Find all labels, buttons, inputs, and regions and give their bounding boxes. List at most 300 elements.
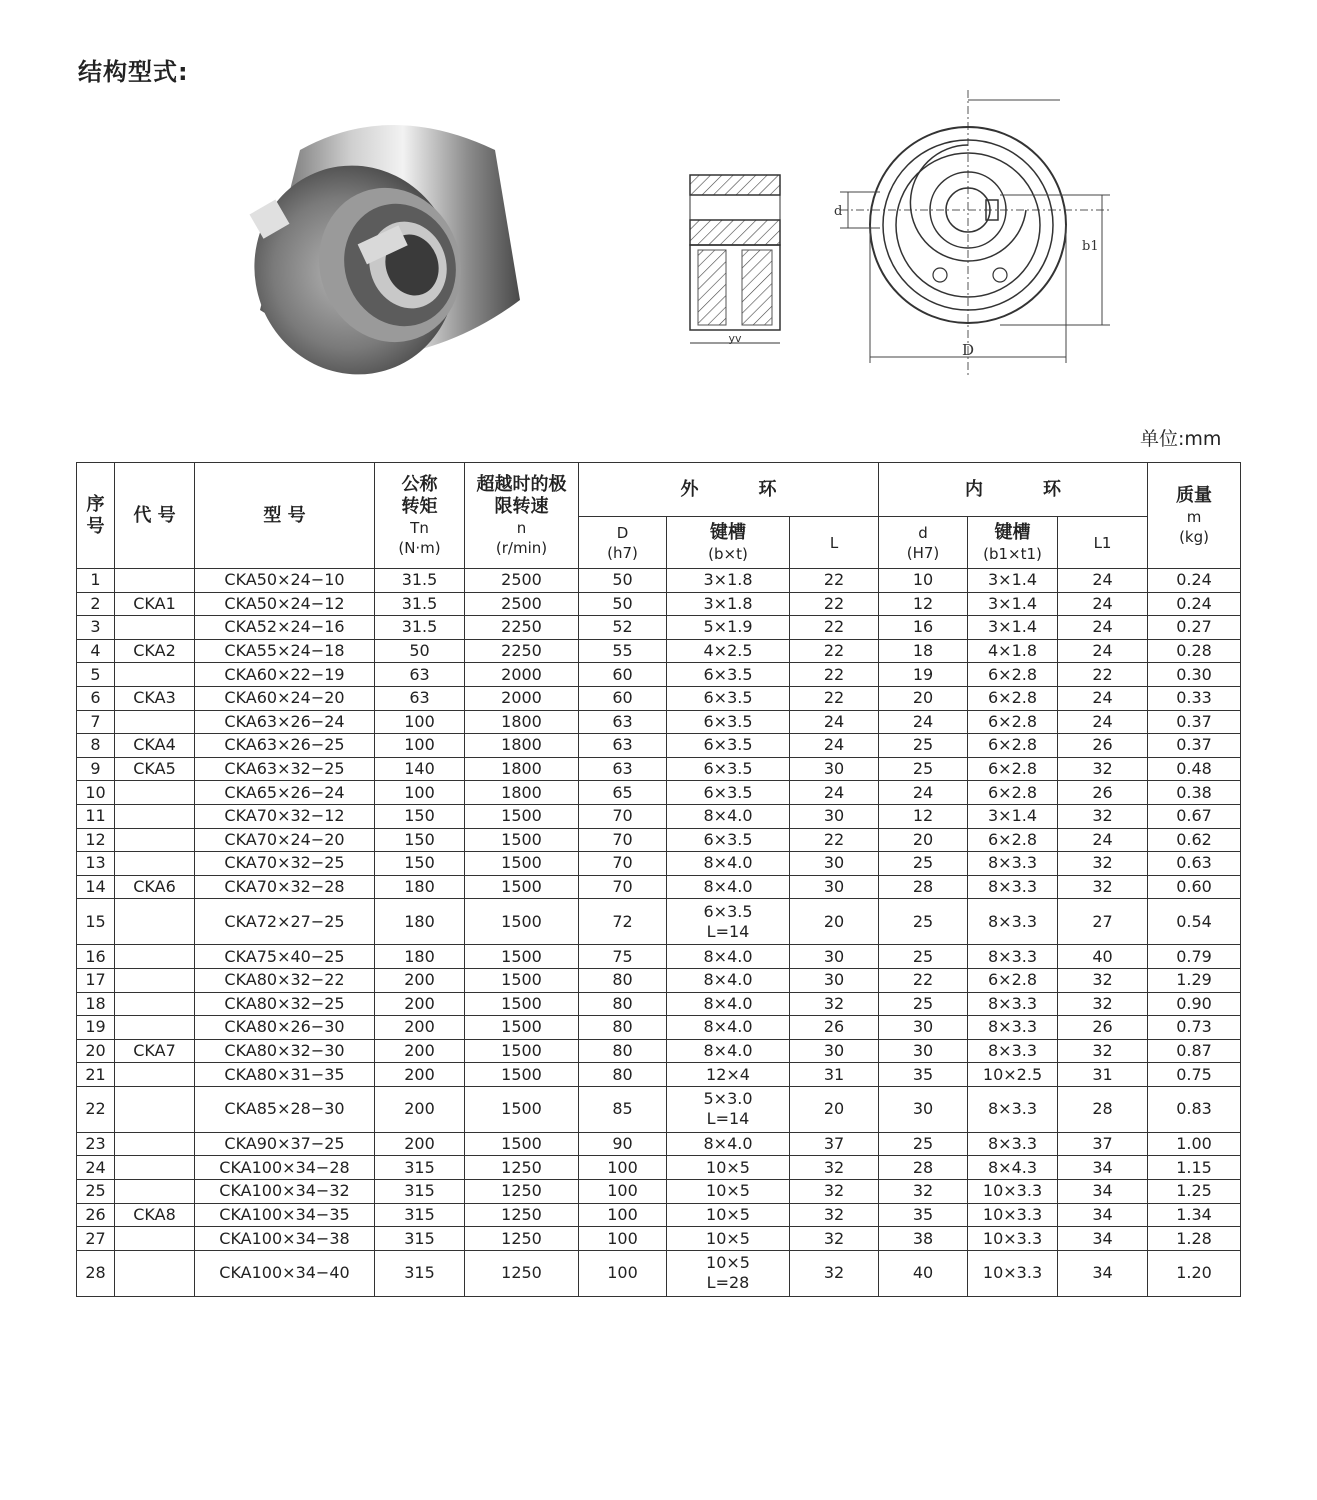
header-d: d (H7) [879, 517, 968, 569]
cell-torque: 200 [375, 1039, 465, 1063]
cell-speed: 1500 [465, 828, 579, 852]
cell-speed: 1500 [465, 875, 579, 899]
table-row [77, 663, 1241, 687]
cell-outer-diameter: 100 [579, 1156, 667, 1180]
header-L: L [790, 517, 879, 569]
cell-seq: 13 [77, 852, 115, 876]
cell-model: CKA65×26−24 [195, 781, 375, 805]
cell-inner-key: 3×1.4 [968, 592, 1058, 616]
cell-mass: 0.90 [1148, 992, 1241, 1016]
cell-outer-key: 8×4.0 [667, 992, 790, 1016]
cell-inner-key: 6×2.8 [968, 828, 1058, 852]
cell-speed: 1250 [465, 1180, 579, 1204]
cell-speed: 2500 [465, 592, 579, 616]
cell-model: CKA70×32−28 [195, 875, 375, 899]
cell-outer-diameter: 70 [579, 804, 667, 828]
table-row [77, 710, 1241, 734]
header-L1: L1 [1058, 517, 1148, 569]
cell-code [115, 710, 195, 734]
cell-outer-diameter: 90 [579, 1132, 667, 1156]
cell-model: CKA70×32−12 [195, 804, 375, 828]
table-row [77, 992, 1241, 1016]
cell-mass: 1.28 [1148, 1227, 1241, 1251]
cell-L1: 24 [1058, 686, 1148, 710]
cell-outer-diameter: 72 [579, 899, 667, 945]
cell-code [115, 992, 195, 1016]
cell-model: CKA60×24−20 [195, 686, 375, 710]
cell-inner-key: 3×1.4 [968, 616, 1058, 640]
cell-mass: 0.33 [1148, 686, 1241, 710]
cell-speed: 1800 [465, 757, 579, 781]
cell-torque: 100 [375, 710, 465, 734]
cell-inner-key: 8×3.3 [968, 852, 1058, 876]
cell-L: 30 [790, 804, 879, 828]
cell-inner-diameter: 30 [879, 1016, 968, 1040]
cell-model: CKA85×28−30 [195, 1086, 375, 1132]
cell-L1: 22 [1058, 663, 1148, 687]
cell-mass: 1.00 [1148, 1132, 1241, 1156]
table-row [77, 875, 1241, 899]
cell-model: CKA100×34−40 [195, 1250, 375, 1296]
cell-outer-key: 6×3.5 [667, 710, 790, 734]
cell-seq: 18 [77, 992, 115, 1016]
cell-inner-key: 6×2.8 [968, 710, 1058, 734]
cell-outer-diameter: 65 [579, 781, 667, 805]
cell-torque: 180 [375, 945, 465, 969]
cell-torque: 31.5 [375, 616, 465, 640]
cell-mass: 0.87 [1148, 1039, 1241, 1063]
cell-inner-key: 8×4.3 [968, 1156, 1058, 1180]
cell-torque: 200 [375, 968, 465, 992]
cell-code [115, 945, 195, 969]
cell-outer-diameter: 60 [579, 663, 667, 687]
cell-code: CKA7 [115, 1039, 195, 1063]
cell-seq: 1 [77, 569, 115, 593]
cell-L: 30 [790, 875, 879, 899]
cell-model: CKA100×34−35 [195, 1203, 375, 1227]
cell-outer-diameter: 50 [579, 592, 667, 616]
header-model: 型 号 [195, 463, 375, 569]
cell-L1: 24 [1058, 592, 1148, 616]
cell-outer-diameter: 60 [579, 686, 667, 710]
cell-inner-key: 8×3.3 [968, 899, 1058, 945]
cell-L1: 26 [1058, 781, 1148, 805]
table-row [77, 616, 1241, 640]
cell-speed: 1250 [465, 1227, 579, 1251]
cell-mass: 0.60 [1148, 875, 1241, 899]
cell-inner-key: 8×3.3 [968, 945, 1058, 969]
cell-mass: 1.29 [1148, 968, 1241, 992]
cell-L1: 31 [1058, 1063, 1148, 1087]
cell-L1: 27 [1058, 899, 1148, 945]
cell-seq: 10 [77, 781, 115, 805]
cell-inner-key: 6×2.8 [968, 686, 1058, 710]
cell-L: 37 [790, 1132, 879, 1156]
cell-outer-diameter: 80 [579, 1039, 667, 1063]
cell-inner-key: 10×2.5 [968, 1063, 1058, 1087]
cell-L: 22 [790, 663, 879, 687]
table-row [77, 1063, 1241, 1087]
cell-speed: 1500 [465, 804, 579, 828]
cell-inner-key: 8×3.3 [968, 1016, 1058, 1040]
cell-inner-diameter: 40 [879, 1250, 968, 1296]
table-row [77, 804, 1241, 828]
section-title: 结构型式: [78, 58, 189, 86]
cell-outer-diameter: 75 [579, 945, 667, 969]
cell-inner-key: 4×1.8 [968, 639, 1058, 663]
cell-code: CKA3 [115, 686, 195, 710]
cell-mass: 0.28 [1148, 639, 1241, 663]
cell-torque: 150 [375, 828, 465, 852]
cell-mass: 0.79 [1148, 945, 1241, 969]
cell-speed: 1500 [465, 1016, 579, 1040]
cell-model: CKA80×32−25 [195, 992, 375, 1016]
cell-speed: 1800 [465, 734, 579, 758]
cell-speed: 1800 [465, 781, 579, 805]
cell-seq: 23 [77, 1132, 115, 1156]
cell-model: CKA63×26−25 [195, 734, 375, 758]
cell-code: CKA8 [115, 1203, 195, 1227]
cell-outer-key: 3×1.8 [667, 592, 790, 616]
front-view-drawing [820, 85, 1120, 385]
cell-inner-key: 6×2.8 [968, 663, 1058, 687]
cell-outer-key: 6×3.5 [667, 828, 790, 852]
cell-inner-diameter: 24 [879, 710, 968, 734]
cell-mass: 0.24 [1148, 592, 1241, 616]
cross-section-drawing [680, 160, 790, 360]
cell-L1: 32 [1058, 757, 1148, 781]
cell-L: 22 [790, 686, 879, 710]
cell-torque: 200 [375, 992, 465, 1016]
cell-outer-key: 5×1.9 [667, 616, 790, 640]
cell-inner-key: 3×1.4 [968, 804, 1058, 828]
cell-code [115, 852, 195, 876]
cell-outer-key: 10×5 L=28 [667, 1250, 790, 1296]
table-row [77, 828, 1241, 852]
cell-speed: 1500 [465, 1086, 579, 1132]
cell-seq: 14 [77, 875, 115, 899]
cell-inner-diameter: 25 [879, 899, 968, 945]
cell-L: 20 [790, 899, 879, 945]
cell-torque: 140 [375, 757, 465, 781]
cell-speed: 1500 [465, 945, 579, 969]
cell-model: CKA75×40−25 [195, 945, 375, 969]
cell-outer-key: 8×4.0 [667, 968, 790, 992]
cell-outer-key: 6×3.5 [667, 781, 790, 805]
cell-seq: 2 [77, 592, 115, 616]
cell-torque: 315 [375, 1227, 465, 1251]
cell-outer-diameter: 100 [579, 1250, 667, 1296]
cell-inner-key: 8×3.3 [968, 1039, 1058, 1063]
cell-code [115, 569, 195, 593]
cell-outer-key: 8×4.0 [667, 852, 790, 876]
cell-torque: 150 [375, 804, 465, 828]
cell-seq: 6 [77, 686, 115, 710]
cell-mass: 0.62 [1148, 828, 1241, 852]
cell-outer-diameter: 70 [579, 852, 667, 876]
cell-outer-diameter: 100 [579, 1227, 667, 1251]
cell-L: 22 [790, 569, 879, 593]
cell-L: 22 [790, 592, 879, 616]
cell-outer-diameter: 80 [579, 1063, 667, 1087]
cell-outer-key: 10×5 [667, 1180, 790, 1204]
table-row [77, 686, 1241, 710]
table-row [77, 945, 1241, 969]
cell-code: CKA4 [115, 734, 195, 758]
cell-seq: 11 [77, 804, 115, 828]
cell-inner-key: 10×3.3 [968, 1180, 1058, 1204]
cell-L: 32 [790, 1156, 879, 1180]
cell-seq: 28 [77, 1250, 115, 1296]
cell-torque: 63 [375, 686, 465, 710]
cell-L1: 24 [1058, 710, 1148, 734]
cell-mass: 1.15 [1148, 1156, 1241, 1180]
cell-inner-key: 6×2.8 [968, 781, 1058, 805]
cell-seq: 21 [77, 1063, 115, 1087]
cell-seq: 8 [77, 734, 115, 758]
cell-mass: 0.83 [1148, 1086, 1241, 1132]
cell-mass: 1.25 [1148, 1180, 1241, 1204]
drawing-label-b1: b1 [1082, 239, 1099, 254]
cell-inner-diameter: 22 [879, 968, 968, 992]
cell-code [115, 663, 195, 687]
cell-outer-key: 6×3.5 [667, 686, 790, 710]
cell-outer-key: 8×4.0 [667, 945, 790, 969]
cell-outer-key: 10×5 [667, 1156, 790, 1180]
cell-model: CKA63×26−24 [195, 710, 375, 734]
cell-code [115, 804, 195, 828]
cell-torque: 200 [375, 1086, 465, 1132]
cell-mass: 0.37 [1148, 710, 1241, 734]
cell-inner-diameter: 10 [879, 569, 968, 593]
cell-L1: 32 [1058, 852, 1148, 876]
cell-mass: 0.38 [1148, 781, 1241, 805]
cell-seq: 22 [77, 1086, 115, 1132]
cell-model: CKA100×34−38 [195, 1227, 375, 1251]
cell-speed: 1500 [465, 992, 579, 1016]
cell-outer-key: 6×3.5 [667, 663, 790, 687]
cell-mass: 0.75 [1148, 1063, 1241, 1087]
cell-model: CKA52×24−16 [195, 616, 375, 640]
cell-speed: 1500 [465, 899, 579, 945]
cell-L: 24 [790, 710, 879, 734]
cell-outer-key: 10×5 [667, 1203, 790, 1227]
cell-torque: 315 [375, 1180, 465, 1204]
cell-mass: 0.73 [1148, 1016, 1241, 1040]
cell-inner-diameter: 25 [879, 852, 968, 876]
cell-mass: 1.34 [1148, 1203, 1241, 1227]
cell-L1: 32 [1058, 804, 1148, 828]
cell-inner-key: 8×3.3 [968, 875, 1058, 899]
specification-table [76, 462, 1241, 1297]
cell-L: 24 [790, 781, 879, 805]
cell-L: 30 [790, 1039, 879, 1063]
cell-code [115, 1063, 195, 1087]
cell-L: 26 [790, 1016, 879, 1040]
cell-outer-key: 6×3.5 L=14 [667, 899, 790, 945]
bearing-photo [240, 110, 530, 380]
cell-outer-key: 3×1.8 [667, 569, 790, 593]
cell-torque: 50 [375, 639, 465, 663]
cell-torque: 31.5 [375, 569, 465, 593]
cell-outer-key: 4×2.5 [667, 639, 790, 663]
cell-L: 24 [790, 734, 879, 758]
cell-inner-key: 8×3.3 [968, 1132, 1058, 1156]
cell-code: CKA1 [115, 592, 195, 616]
cell-L: 30 [790, 757, 879, 781]
cell-code [115, 1156, 195, 1180]
cell-inner-key: 6×2.8 [968, 968, 1058, 992]
header-D: D (h7) [579, 517, 667, 569]
cell-speed: 2000 [465, 686, 579, 710]
drawing-label-d: d [834, 204, 843, 219]
cell-speed: 1500 [465, 1039, 579, 1063]
cell-mass: 0.63 [1148, 852, 1241, 876]
cell-seq: 3 [77, 616, 115, 640]
cell-L1: 34 [1058, 1227, 1148, 1251]
cell-seq: 19 [77, 1016, 115, 1040]
cell-outer-key: 12×4 [667, 1063, 790, 1087]
cell-speed: 1500 [465, 1063, 579, 1087]
cell-seq: 15 [77, 899, 115, 945]
cell-seq: 26 [77, 1203, 115, 1227]
cell-code [115, 781, 195, 805]
cell-mass: 0.54 [1148, 899, 1241, 945]
table-row [77, 639, 1241, 663]
cell-seq: 5 [77, 663, 115, 687]
cell-inner-diameter: 30 [879, 1086, 968, 1132]
table-row [77, 1156, 1241, 1180]
cell-mass: 0.48 [1148, 757, 1241, 781]
cell-model: CKA50×24−10 [195, 569, 375, 593]
cell-seq: 9 [77, 757, 115, 781]
cell-L1: 26 [1058, 734, 1148, 758]
cell-L: 30 [790, 852, 879, 876]
cell-torque: 315 [375, 1156, 465, 1180]
cell-torque: 150 [375, 852, 465, 876]
table-row [77, 1227, 1241, 1251]
cell-seq: 25 [77, 1180, 115, 1204]
cell-torque: 31.5 [375, 592, 465, 616]
cell-inner-diameter: 25 [879, 992, 968, 1016]
cell-inner-diameter: 19 [879, 663, 968, 687]
cell-inner-diameter: 25 [879, 1132, 968, 1156]
cell-speed: 1500 [465, 852, 579, 876]
cell-outer-diameter: 80 [579, 992, 667, 1016]
cell-outer-key: 8×4.0 [667, 875, 790, 899]
cell-model: CKA80×26−30 [195, 1016, 375, 1040]
cell-speed: 1500 [465, 968, 579, 992]
cell-L: 30 [790, 968, 879, 992]
cell-code [115, 1180, 195, 1204]
cell-outer-key: 8×4.0 [667, 1039, 790, 1063]
cell-inner-diameter: 12 [879, 804, 968, 828]
table-row [77, 1132, 1241, 1156]
drawing-label-D: D [962, 341, 975, 359]
cell-model: CKA72×27−25 [195, 899, 375, 945]
cell-inner-diameter: 20 [879, 828, 968, 852]
cell-seq: 20 [77, 1039, 115, 1063]
cell-torque: 100 [375, 781, 465, 805]
cell-inner-diameter: 25 [879, 757, 968, 781]
table-row [77, 734, 1241, 758]
cell-L: 32 [790, 1250, 879, 1296]
cell-torque: 200 [375, 1016, 465, 1040]
cell-torque: 200 [375, 1063, 465, 1087]
header-mass: 质量 m (kg) [1148, 463, 1241, 569]
unit-label: 单位:mm [1140, 428, 1222, 450]
cell-code: CKA2 [115, 639, 195, 663]
header-inner-ring: 内环 [879, 463, 1148, 517]
header-outer-ring: 外环 [579, 463, 879, 517]
table-body [77, 569, 1241, 1297]
cell-speed: 2000 [465, 663, 579, 687]
cell-outer-diameter: 80 [579, 968, 667, 992]
table-row [77, 1016, 1241, 1040]
cell-code [115, 899, 195, 945]
table-row [77, 1086, 1241, 1132]
header-speed: 超越时的极限转速 n (r/min) [465, 463, 579, 569]
cell-inner-diameter: 32 [879, 1180, 968, 1204]
table-row [77, 1203, 1241, 1227]
cell-speed: 2250 [465, 616, 579, 640]
cell-inner-diameter: 28 [879, 1156, 968, 1180]
cell-outer-key: 10×5 [667, 1227, 790, 1251]
cell-inner-diameter: 24 [879, 781, 968, 805]
cell-inner-diameter: 28 [879, 875, 968, 899]
cell-inner-key: 8×3.3 [968, 992, 1058, 1016]
cell-outer-diameter: 55 [579, 639, 667, 663]
cell-speed: 2250 [465, 639, 579, 663]
cell-inner-key: 8×3.3 [968, 1086, 1058, 1132]
cell-torque: 180 [375, 899, 465, 945]
cell-outer-key: 8×4.0 [667, 1016, 790, 1040]
table-row [77, 968, 1241, 992]
cell-speed: 2500 [465, 569, 579, 593]
cell-L1: 24 [1058, 616, 1148, 640]
cell-model: CKA63×32−25 [195, 757, 375, 781]
table-row [77, 1250, 1241, 1296]
cell-L: 32 [790, 992, 879, 1016]
cell-outer-diameter: 52 [579, 616, 667, 640]
cell-inner-diameter: 38 [879, 1227, 968, 1251]
cell-outer-diameter: 63 [579, 734, 667, 758]
header-seq: 序号 [77, 463, 115, 569]
cell-torque: 200 [375, 1132, 465, 1156]
cell-outer-diameter: 50 [579, 569, 667, 593]
cell-seq: 7 [77, 710, 115, 734]
cell-mass: 1.20 [1148, 1250, 1241, 1296]
cell-model: CKA80×32−22 [195, 968, 375, 992]
cell-outer-key: 8×4.0 [667, 1132, 790, 1156]
cell-outer-key: 6×3.5 [667, 757, 790, 781]
cell-torque: 315 [375, 1250, 465, 1296]
cell-inner-key: 10×3.3 [968, 1203, 1058, 1227]
cell-L1: 34 [1058, 1250, 1148, 1296]
table-row [77, 757, 1241, 781]
cell-speed: 1500 [465, 1132, 579, 1156]
cell-torque: 100 [375, 734, 465, 758]
cell-inner-diameter: 25 [879, 734, 968, 758]
cell-outer-diameter: 70 [579, 875, 667, 899]
cell-L: 22 [790, 639, 879, 663]
cell-model: CKA100×34−32 [195, 1180, 375, 1204]
cell-L: 22 [790, 616, 879, 640]
cell-mass: 0.27 [1148, 616, 1241, 640]
table-row [77, 569, 1241, 593]
cell-L1: 32 [1058, 1039, 1148, 1063]
cell-torque: 180 [375, 875, 465, 899]
